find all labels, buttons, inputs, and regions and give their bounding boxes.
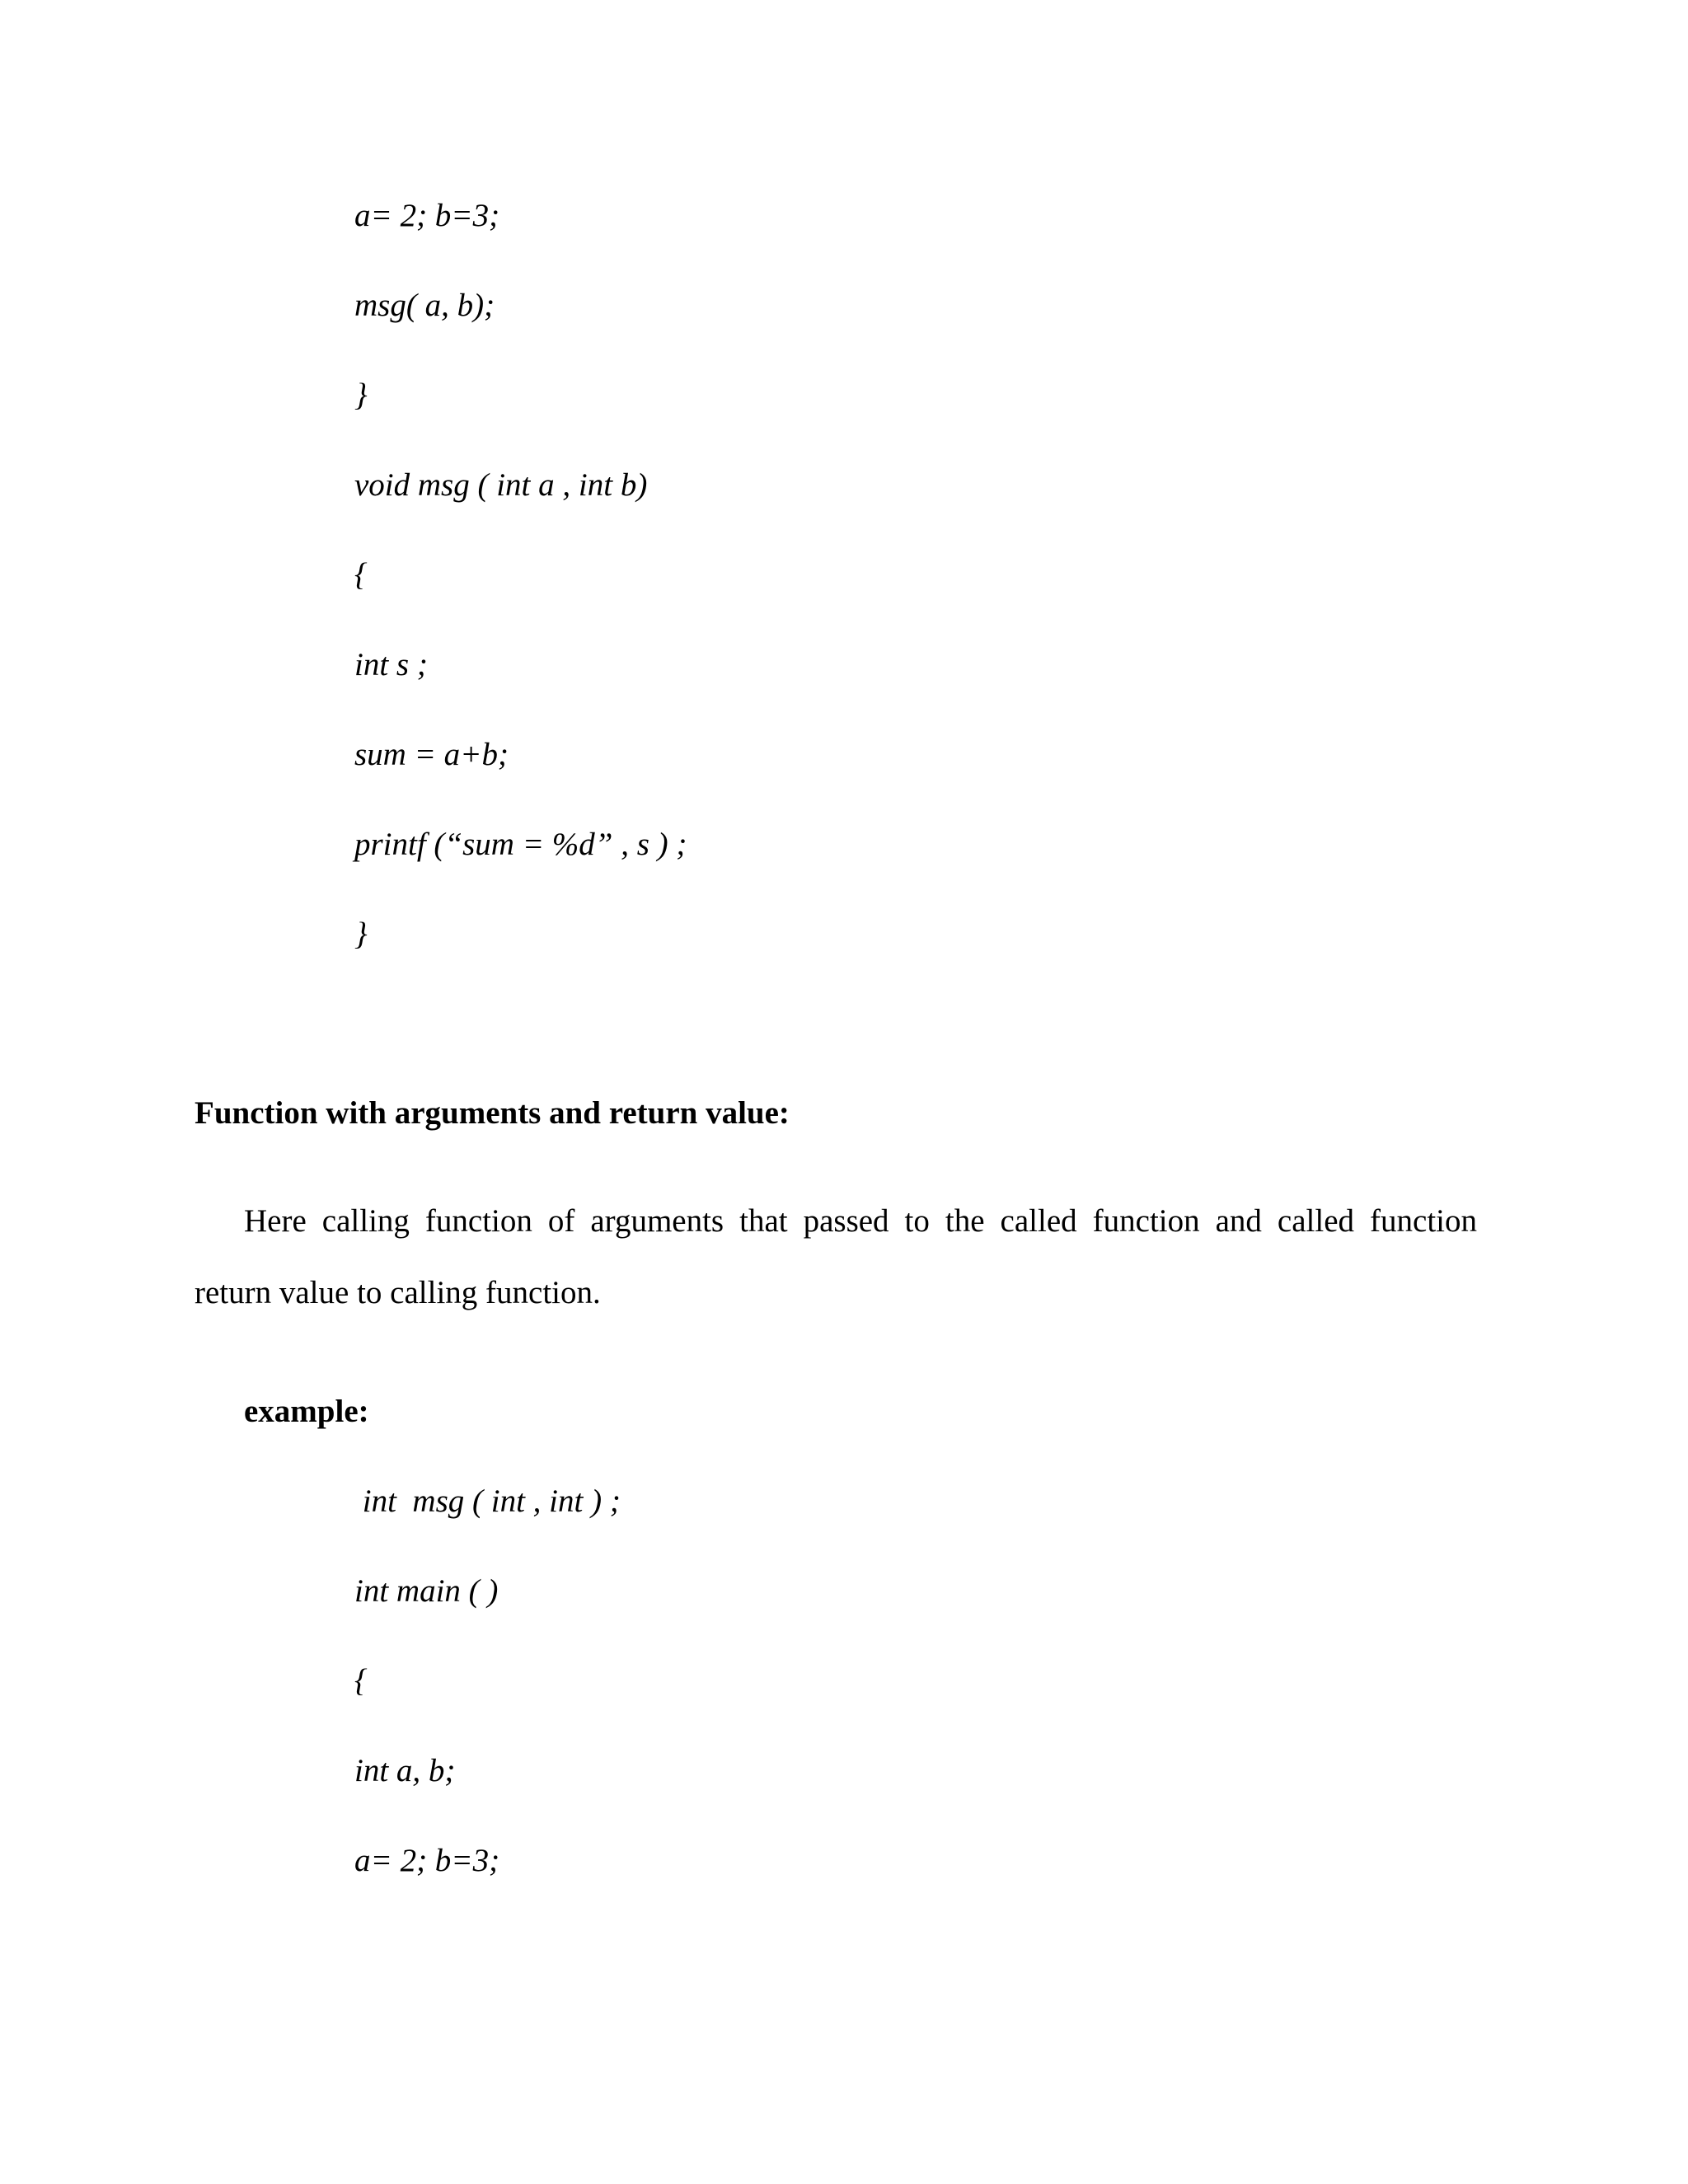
paragraph-line: return value to calling function. <box>195 1275 601 1310</box>
code-line: int a, b; <box>354 1753 456 1788</box>
code-line: } <box>354 377 368 413</box>
code-line: int main ( ) <box>354 1573 499 1609</box>
code-line: void msg ( int a , int b) <box>354 467 648 503</box>
code-line: int s ; <box>354 647 428 682</box>
paragraph-line: Here calling function of arguments that passed to the called function and called function <box>244 1203 1477 1239</box>
section-heading: Function with arguments and return value: <box>195 1095 790 1131</box>
code-line: a= 2; b=3; <box>354 1843 500 1878</box>
code-line: printf (“sum = %d” , s ) ; <box>354 827 687 862</box>
code-line: int msg ( int , int ) ; <box>354 1483 621 1519</box>
code-line: } <box>354 916 368 952</box>
example-label: example: <box>244 1394 369 1429</box>
code-line: sum = a+b; <box>354 737 509 772</box>
code-line: msg( a, b); <box>354 288 495 323</box>
code-line: { <box>354 557 368 593</box>
code-line: a= 2; b=3; <box>354 198 500 233</box>
code-line: { <box>354 1663 368 1699</box>
